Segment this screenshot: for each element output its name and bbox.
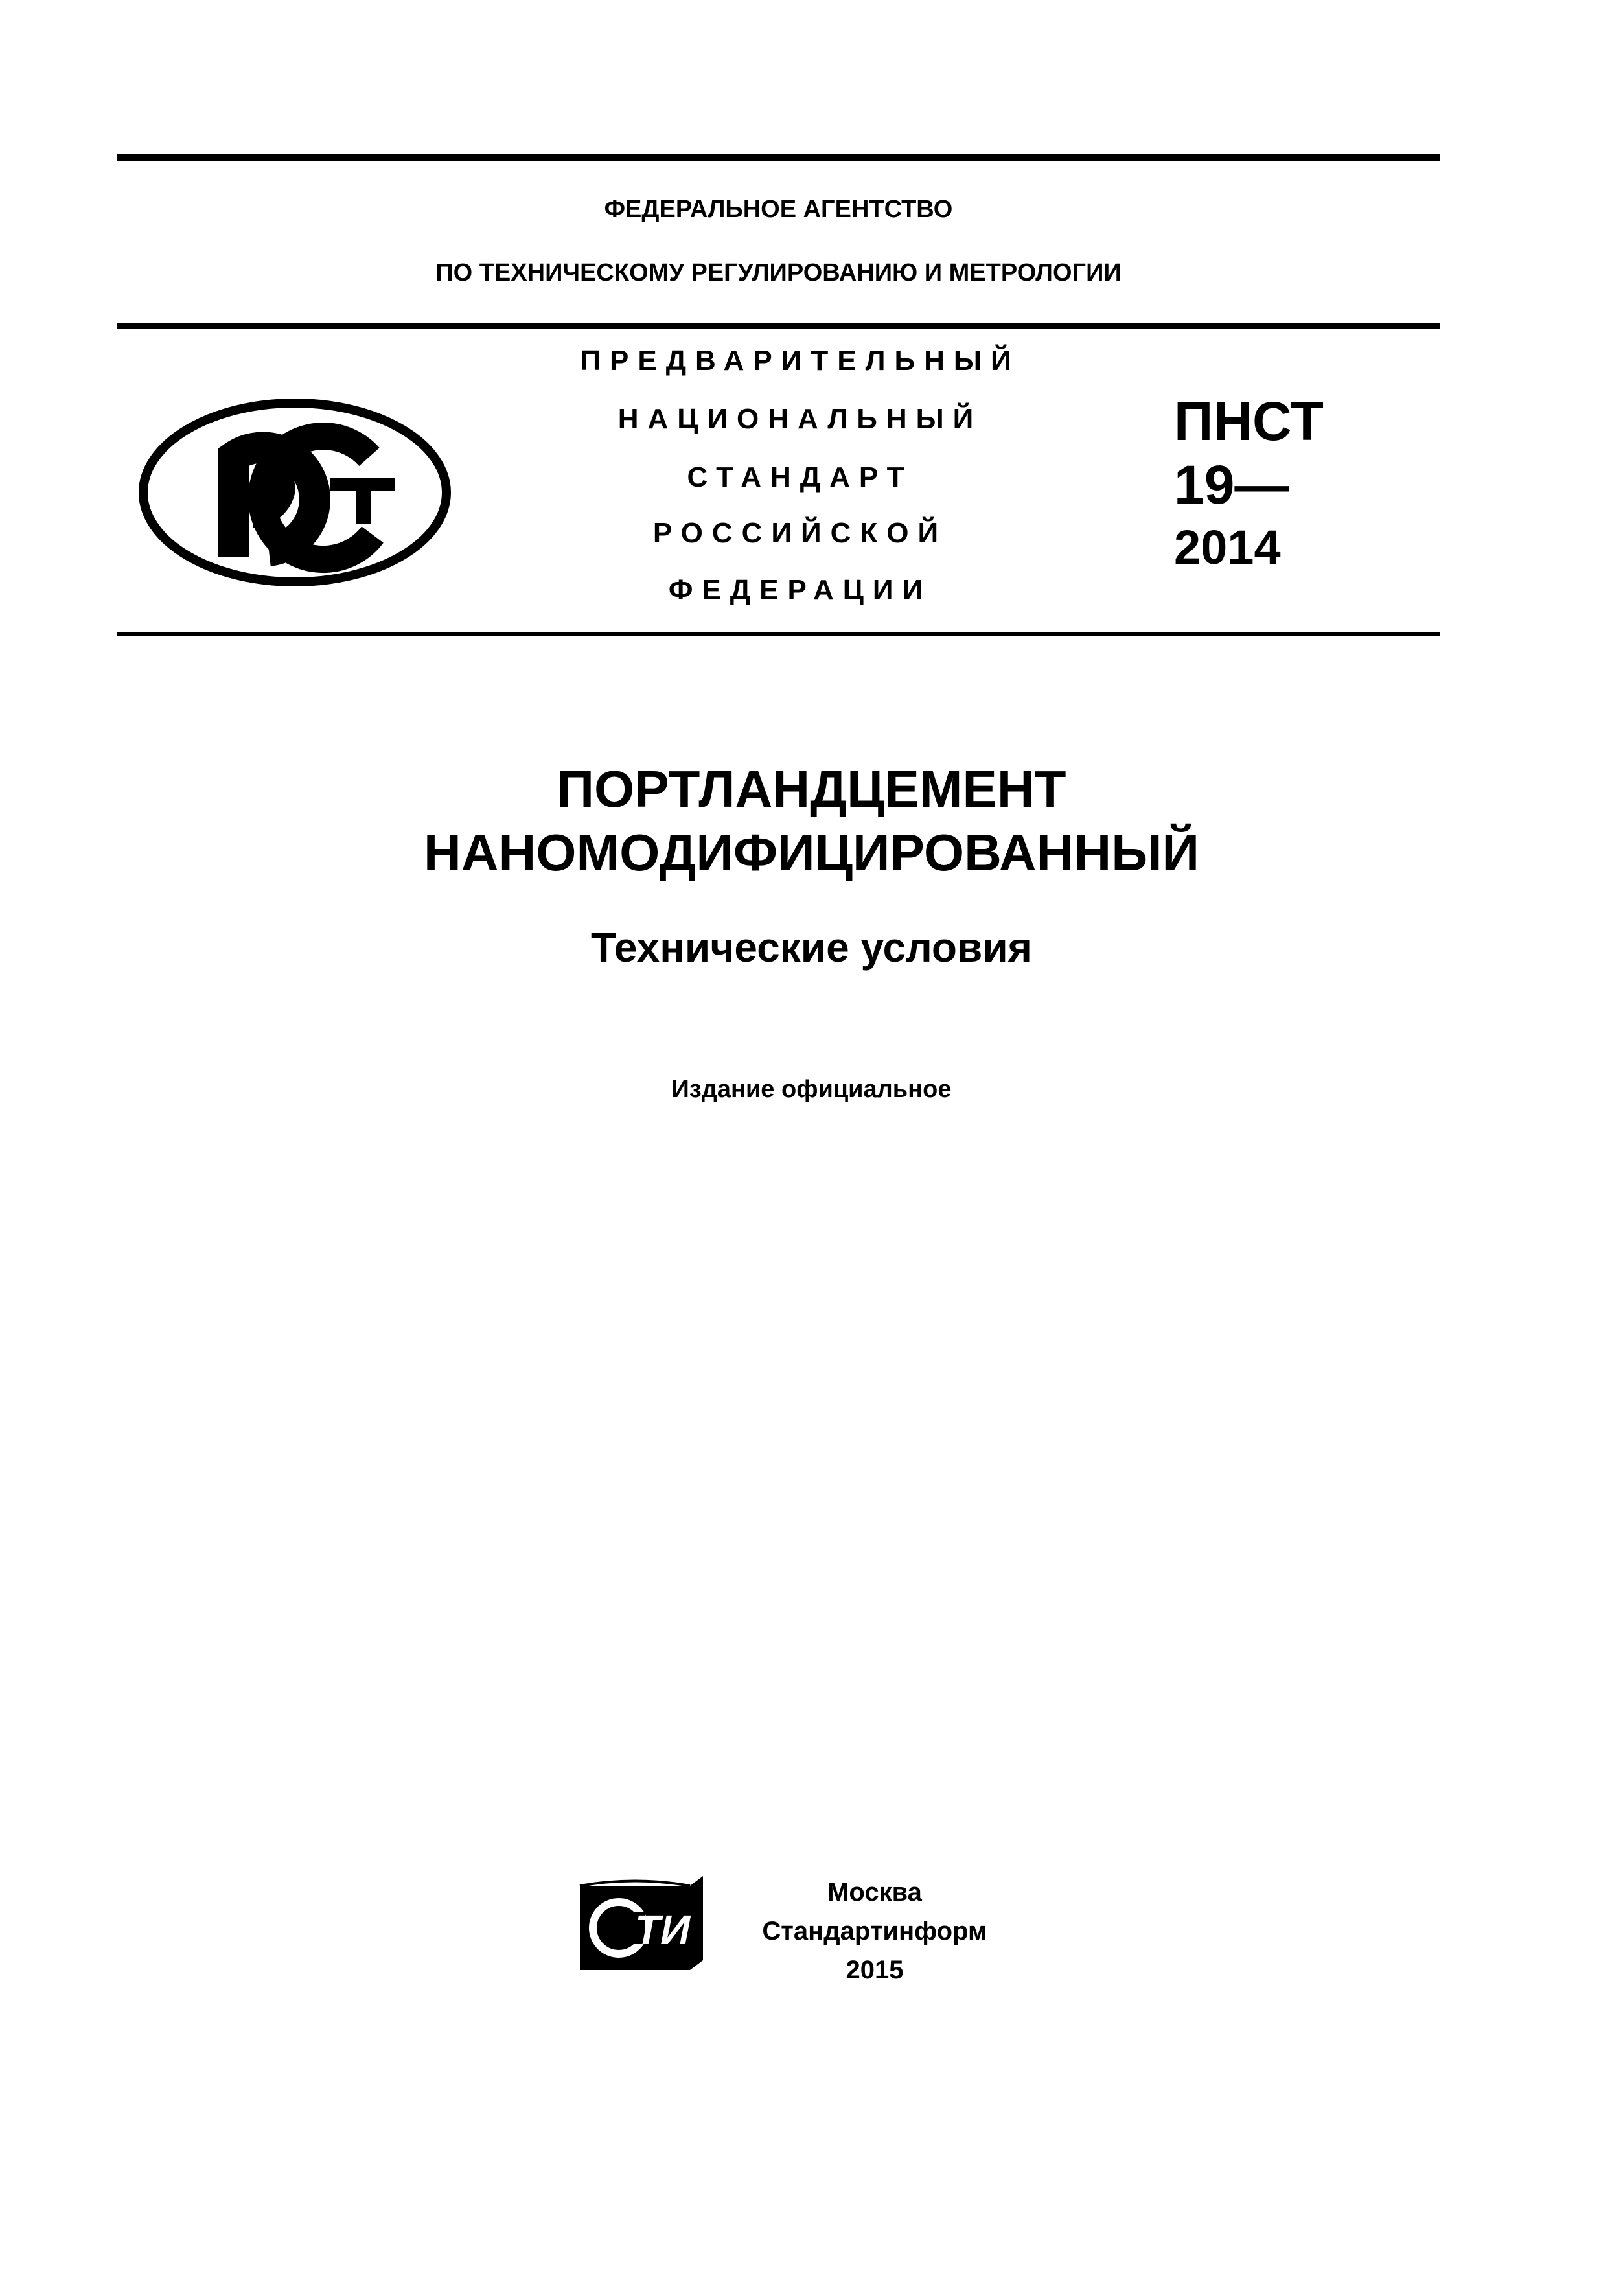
agency-line-1: ФЕДЕРАЛЬНОЕ АГЕНТСТВО <box>604 196 953 223</box>
agency-line-2: ПО ТЕХНИЧЕСКОМУ РЕГУЛИРОВАНИЮ И МЕТРОЛОГИИ <box>435 259 1122 286</box>
document-subtitle: Технические условия <box>590 924 1033 971</box>
designation-line-1: ПНСТ <box>1174 391 1324 452</box>
edition-note: Издание официальное <box>671 1076 952 1103</box>
standartinform-logo-icon <box>573 1873 709 1983</box>
standard-type-line-3: СТАНДАРТ <box>687 461 914 493</box>
designation-line-3: 2014 <box>1174 520 1281 574</box>
publisher-city: Москва <box>827 1878 922 1907</box>
standard-type-line-1: ПРЕДВАРИТЕЛЬНЫЙ <box>580 345 1020 377</box>
standard-type-line-5: ФЕДЕРАЦИИ <box>668 574 932 606</box>
top-rule <box>117 154 1440 161</box>
publisher-year: 2015 <box>846 1956 904 1984</box>
standard-type-line-4: РОССИЙСКОЙ <box>652 517 948 549</box>
rst-mark-logo-icon <box>136 395 454 590</box>
document-title-line-1: ПОРТЛАНДЦЕМЕНТ <box>557 760 1066 818</box>
designation-line-2: 19— <box>1174 454 1289 515</box>
header-rule <box>117 323 1440 329</box>
svg-text:ТИ: ТИ <box>635 1907 691 1953</box>
block-bottom-rule <box>117 632 1440 636</box>
document-title-line-2: НАНОМОДИФИЦИРОВАННЫЙ <box>423 824 1200 881</box>
publisher-name: Стандартинформ <box>762 1917 987 1945</box>
standard-type-line-2: НАЦИОНАЛЬНЫЙ <box>617 403 983 435</box>
